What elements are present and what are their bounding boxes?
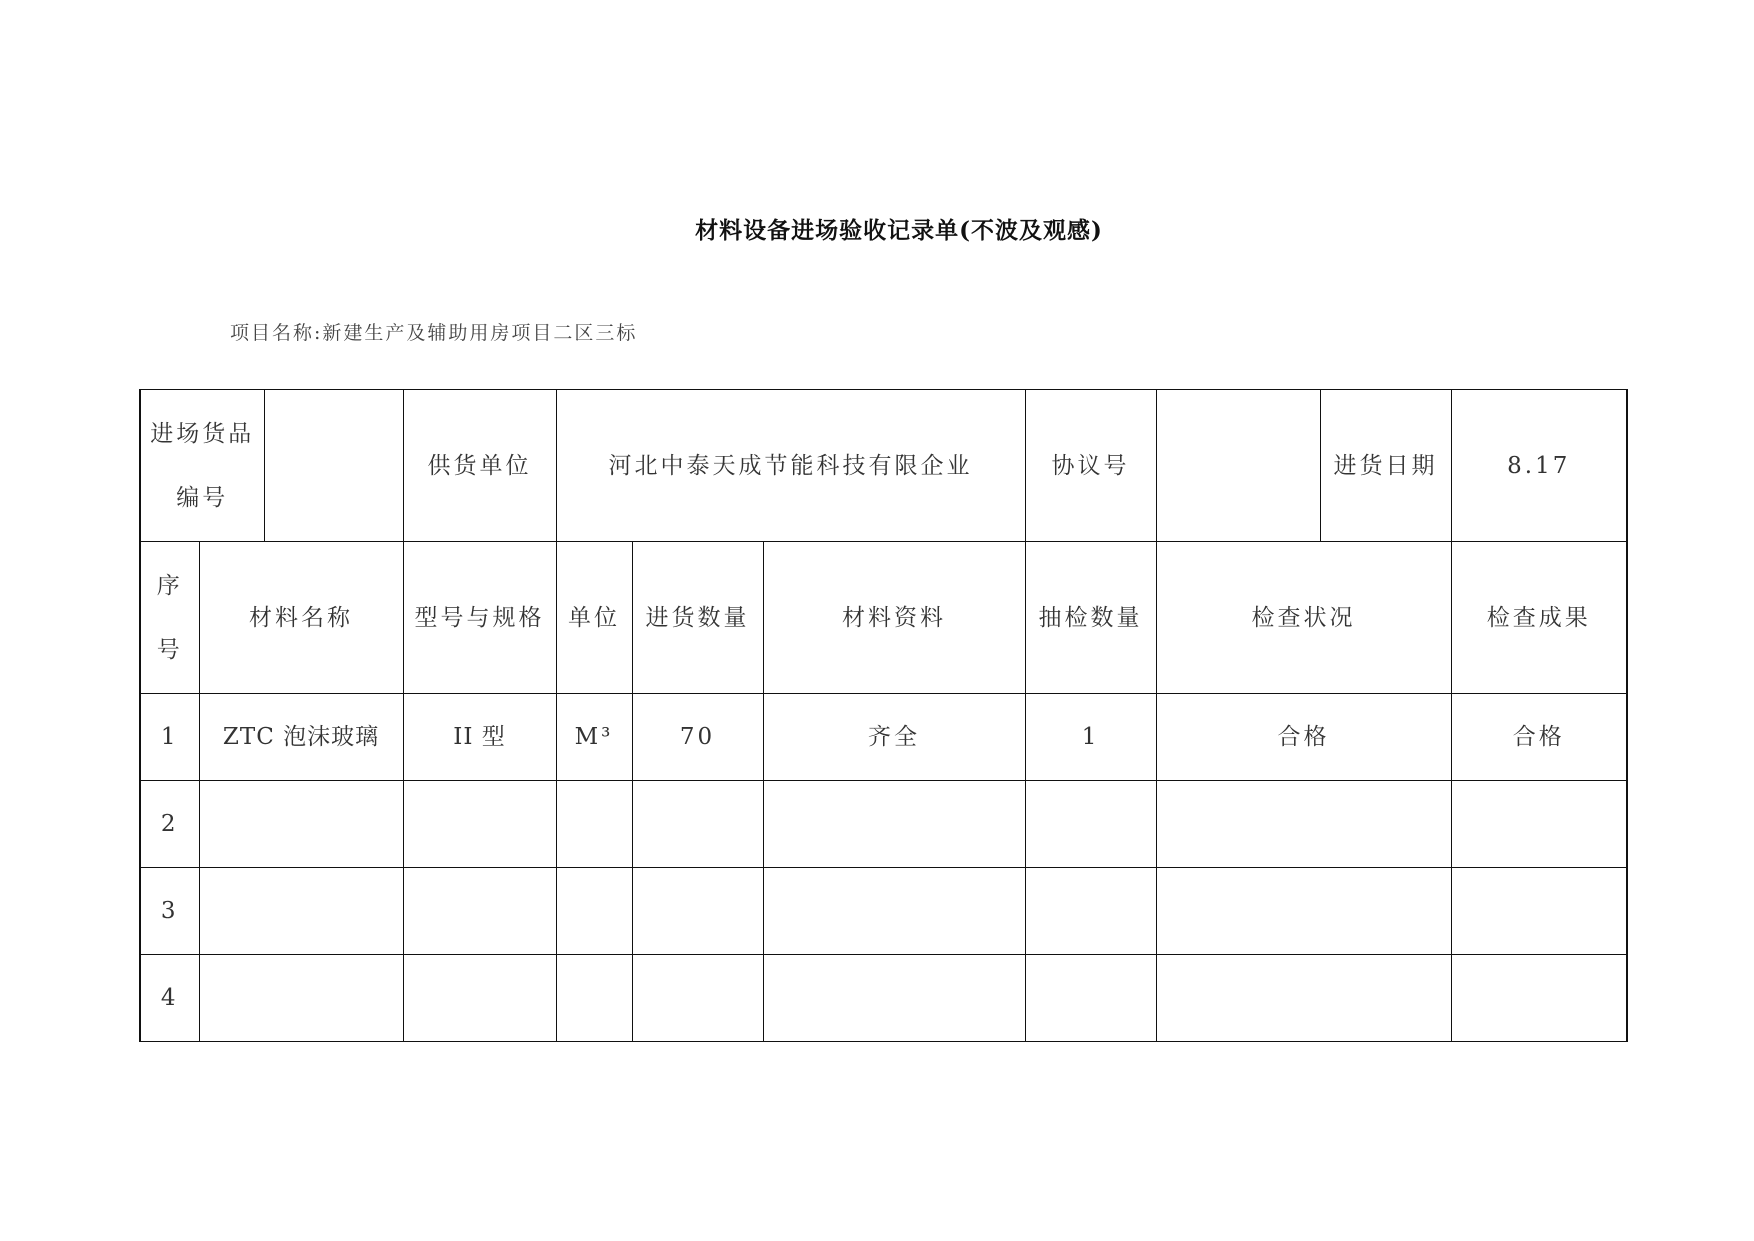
- table-row: [140, 694, 1627, 781]
- cell-inspection-status: [1156, 868, 1451, 955]
- goods-no-value: [264, 390, 403, 542]
- cell-model-spec: [403, 955, 556, 1042]
- cell-seq: 3: [140, 868, 199, 955]
- cell-inspection-status: 合格: [1156, 694, 1451, 781]
- cell-inspection-result: [1451, 781, 1627, 868]
- col-unit: 单位: [556, 542, 632, 694]
- cell-unit: [556, 781, 632, 868]
- col-inspection-result: 检查成果: [1451, 542, 1627, 694]
- cell-model-spec: [403, 868, 556, 955]
- header-row: [140, 390, 1627, 542]
- cell-inspection-status: [1156, 955, 1451, 1042]
- table-row: [140, 955, 1627, 1042]
- cell-inspection-result: 合格: [1451, 694, 1627, 781]
- date-value: 8.17: [1451, 390, 1627, 542]
- cell-model-spec: [403, 781, 556, 868]
- cell-sample-qty: [1025, 781, 1156, 868]
- date-label: 进货日期: [1320, 390, 1451, 542]
- cell-seq: 2: [140, 781, 199, 868]
- column-header-row: [140, 542, 1627, 694]
- cell-inspection-status: [1156, 781, 1451, 868]
- col-inspection-status: 检查状况: [1156, 542, 1451, 694]
- cell-quantity: [632, 955, 763, 1042]
- cell-sample-qty: 1: [1025, 694, 1156, 781]
- agreement-value: [1156, 390, 1320, 542]
- table-row: [140, 868, 1627, 955]
- cell-quantity: [632, 868, 763, 955]
- col-model-spec: 型号与规格: [403, 542, 556, 694]
- cell-material-name: [199, 868, 403, 955]
- cell-quantity: [632, 781, 763, 868]
- goods-no-label: [140, 390, 264, 542]
- col-material-name: 材料名称: [199, 542, 403, 694]
- acceptance-record-table: [139, 389, 1628, 1042]
- cell-inspection-result: [1451, 955, 1627, 1042]
- cell-sample-qty: [1025, 955, 1156, 1042]
- cell-unit: [556, 955, 632, 1042]
- cell-unit: [556, 868, 632, 955]
- cell-sample-qty: [1025, 868, 1156, 955]
- cell-unit: M³: [556, 694, 632, 781]
- table-row: [140, 781, 1627, 868]
- cell-material-docs: [763, 955, 1025, 1042]
- agreement-label: 协议号: [1025, 390, 1156, 542]
- col-seq: [140, 542, 199, 694]
- col-seq-line2: 号: [156, 636, 183, 663]
- col-material-docs: 材料资料: [763, 542, 1025, 694]
- col-seq-line1: 序: [156, 572, 183, 599]
- col-sample-qty: 抽检数量: [1025, 542, 1156, 694]
- supplier-value: 河北中泰天成节能科技有限企业: [556, 390, 1025, 542]
- project-name-line: 项目名称:新建生产及辅助用房项目二区三标: [230, 322, 638, 344]
- cell-material-docs: 齐全: [763, 694, 1025, 781]
- goods-no-label-line2: 编号: [176, 484, 229, 511]
- cell-inspection-result: [1451, 868, 1627, 955]
- cell-material-docs: [763, 781, 1025, 868]
- cell-material-name: [199, 781, 403, 868]
- cell-material-name: [199, 955, 403, 1042]
- supplier-label: 供货单位: [403, 390, 556, 542]
- col-quantity: 进货数量: [632, 542, 763, 694]
- cell-model-spec: II 型: [403, 694, 556, 781]
- cell-material-docs: [763, 868, 1025, 955]
- cell-quantity: 70: [632, 694, 763, 781]
- cell-material-name: ZTC 泡沫玻璃: [199, 694, 403, 781]
- goods-no-label-line1: 进场货品: [150, 420, 255, 447]
- cell-seq: 1: [140, 694, 199, 781]
- cell-seq: 4: [140, 955, 199, 1042]
- page-title: 材料设备进场验收记录单(不波及观感): [695, 217, 1103, 244]
